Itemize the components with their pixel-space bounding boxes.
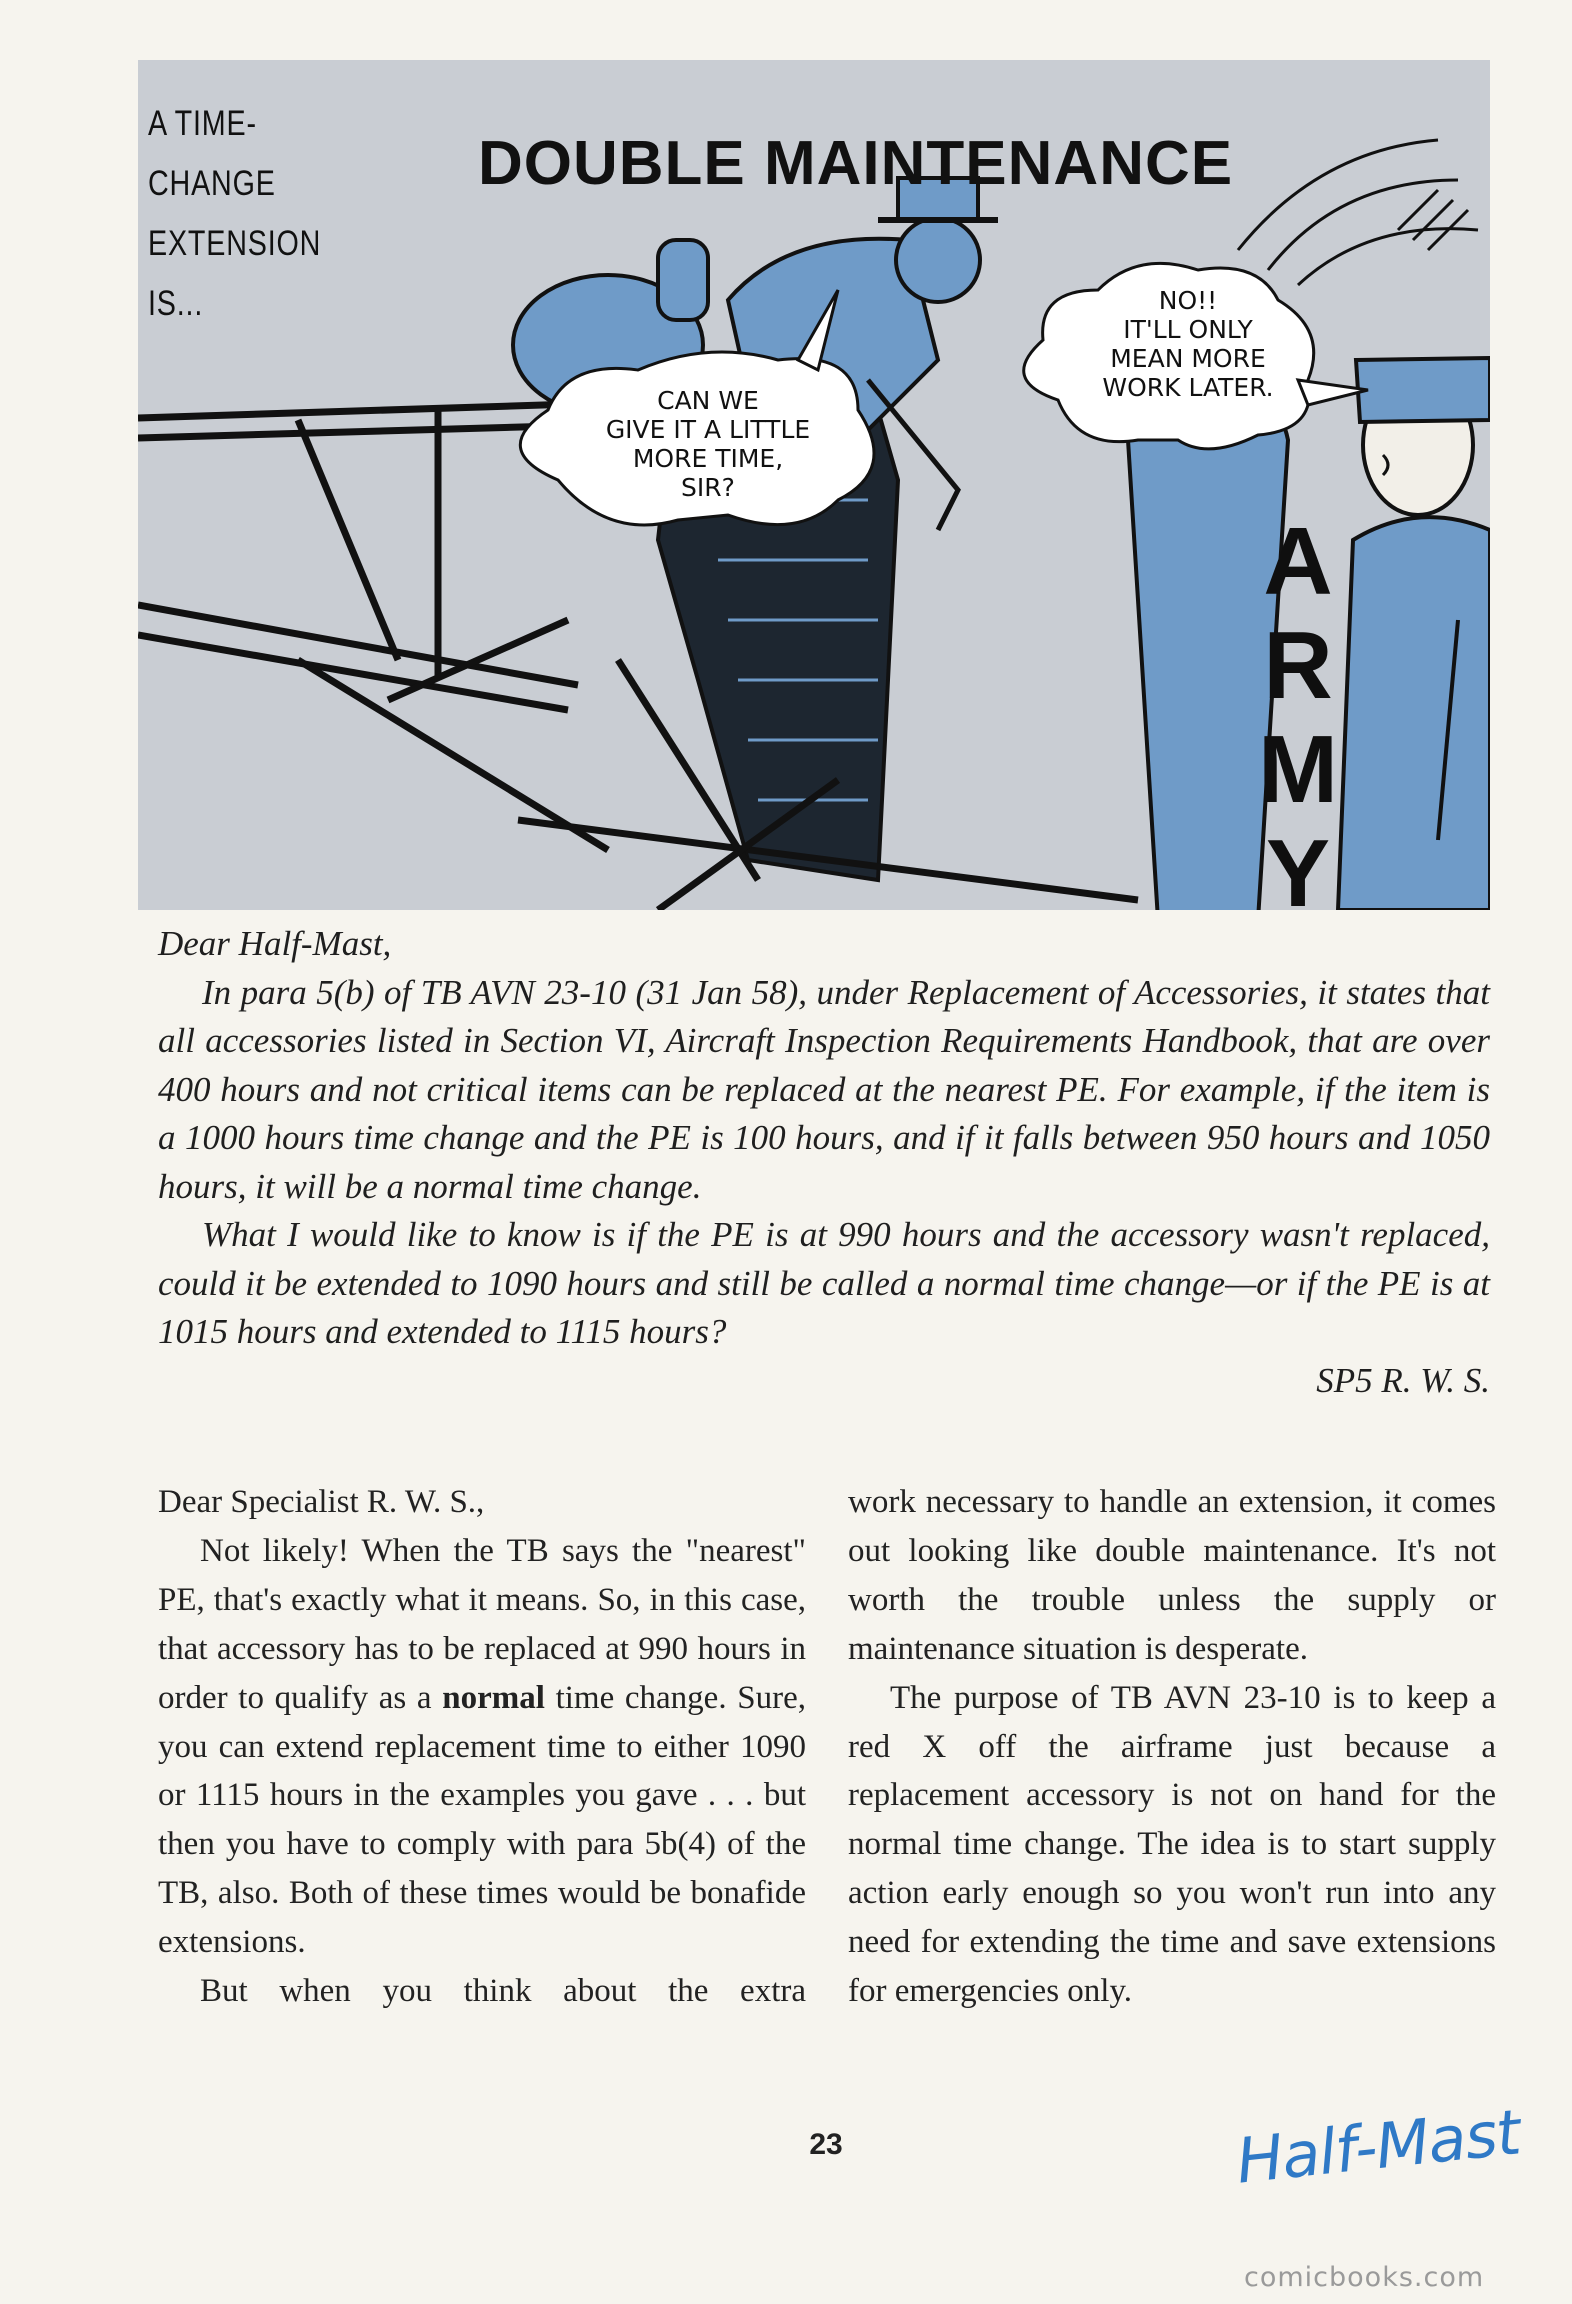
letter-paragraph-2: What I would like to know is if the PE is at 990 hours and the accessory wasn't replaced, could it be extended to 1090 hours and still be called a normal time change—or if the PE is at 1015 hours and extended to 1115 hours? bbox=[158, 1215, 1490, 1351]
letter-salutation: Dear Half-Mast, bbox=[158, 924, 392, 963]
half-mast-signature: Half-Mast bbox=[1232, 2095, 1524, 2198]
mechanic-speech-text: CAN WE GIVE IT A LITTLE MORE TIME, SIR? bbox=[605, 386, 811, 502]
letter-paragraph-1: In para 5(b) of TB AVN 23-10 (31 Jan 58), under Replacement of Accessories, it states that all accessories listed in Section VI, Aircraft Inspection Requirements Handbook, that are over 400 hours and not critical items can be replaced at the nearest PE. For example, if the item is a 1000 hours time change and the PE is 100 hours, and if it falls between 950 hours and 1050 hours, it will be a normal time change. bbox=[158, 972, 1490, 1206]
reply-salutation: Dear Specialist R. W. S., bbox=[158, 1484, 485, 1520]
officer-figure bbox=[1338, 358, 1490, 910]
reply-paragraph-2-start: But when you think about the extra bbox=[200, 1973, 806, 2010]
illustration-panel bbox=[138, 60, 1490, 910]
reader-letter bbox=[158, 920, 1490, 1405]
reply-paragraph-1: Not likely! When the TB says the "nearest" PE, that's exactly what it means. So, in this case, that accessory has to be replaced at 990 hours in order to qualify as a normal time change. Sure, you can extend replacement time to either 1090 or 1115 hours in the examples you gave . . . but then you have to comply with para 5b(4) of the TB, also. Both of these times would be bonafide extensions. bbox=[158, 1532, 806, 1961]
motion-lines bbox=[1238, 140, 1478, 285]
watermark: comicbooks.com bbox=[1244, 2262, 1485, 2293]
reply-column-right bbox=[848, 1478, 1496, 2016]
reply-paragraph-3: The purpose of TB AVN 23-10 is to keep a red X off the airframe just because a replacement accessory is not on hand for the normal time change. The idea is to start supply action early enough so you won't run into any need for extending the time and save extensions for emergencies only. bbox=[848, 1679, 1496, 2010]
reply-column-left bbox=[158, 1478, 806, 2016]
tail-army-marking: A R M Y bbox=[1258, 508, 1338, 910]
page-number: 23 bbox=[809, 2128, 843, 2161]
letter-signature: SP5 R. W. S. bbox=[1316, 1360, 1490, 1400]
reply-paragraph-2-continued: work necessary to handle an extension, it comes out looking like double maintenance. It's not worth the trouble unless the supply or maintenance situation is desperate. bbox=[848, 1484, 1496, 1667]
panel-headline: DOUBLE MAINTENANCE bbox=[478, 129, 1234, 198]
officer-speech-text: NO!! IT'LL ONLY MEAN MORE WORK LATER. bbox=[1102, 286, 1274, 402]
emphasis-normal: normal bbox=[442, 1679, 545, 1716]
panel-kicker: A TIME-CHANGE EXTENSION IS... bbox=[148, 104, 322, 323]
